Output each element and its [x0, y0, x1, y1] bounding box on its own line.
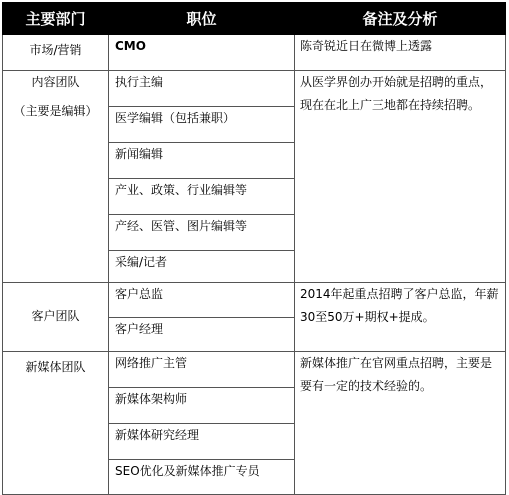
position-media-0: 网络推广主管	[109, 352, 295, 388]
position-content-5: 采编/记者	[109, 251, 295, 283]
note-marketing	[295, 35, 506, 71]
note-media-text: 新媒体推广在官网重点招聘，主要是要有一定的技术经验的。	[300, 356, 493, 393]
position-cmo: CMO	[109, 35, 295, 71]
dept-media-label: 新媒体团队	[25, 360, 86, 374]
position-media-3: SEO优化及新媒体推广专员	[109, 460, 295, 495]
position-content-3: 产业、政策、行业编辑等	[109, 179, 295, 215]
dept-content	[3, 71, 109, 283]
position-content-1: 医学编辑（包括兼职）	[109, 107, 295, 143]
position-content-2: 新闻编辑	[109, 143, 295, 179]
position-media-2: 新媒体研究经理	[109, 424, 295, 460]
dept-client	[3, 283, 109, 352]
note-client-text: 2014年起重点招聘了客户总监，年薪30至50万+期权+提成。	[300, 287, 499, 324]
position-content-4: 产经、医管、图片编辑等	[109, 215, 295, 251]
position-content-0: 执行主编	[109, 71, 295, 107]
position-media-1: 新媒体架构师	[109, 388, 295, 424]
table-row-media	[3, 352, 506, 388]
note-marketing-text: 陈奇锐近日在微博上透露	[300, 39, 433, 53]
note-media	[295, 352, 506, 495]
note-content-text: 从医学界创办开始就是招聘的重点，现在在北上广三地都在持续招聘。	[300, 75, 493, 112]
note-client	[295, 283, 506, 352]
table-header-row	[3, 3, 506, 35]
header-notes: 备注及分析	[295, 3, 506, 35]
note-content	[295, 71, 506, 283]
dept-content-label: 内容团队	[31, 75, 80, 89]
dept-marketing	[3, 35, 109, 71]
header-dept: 主要部门	[3, 3, 109, 35]
table-row-content	[3, 71, 506, 107]
position-client-1: 客户经理	[109, 318, 295, 352]
table-row-marketing	[3, 35, 506, 71]
dept-client-label: 客户团队	[31, 309, 80, 323]
header-position: 职位	[109, 3, 295, 35]
dept-media	[3, 352, 109, 495]
job-table	[2, 2, 506, 495]
dept-content-sublabel: （主要是编辑）	[13, 104, 98, 118]
table-row-client	[3, 283, 506, 318]
position-client-0: 客户总监	[109, 283, 295, 318]
dept-marketing-label: 市场/营销	[29, 43, 82, 57]
